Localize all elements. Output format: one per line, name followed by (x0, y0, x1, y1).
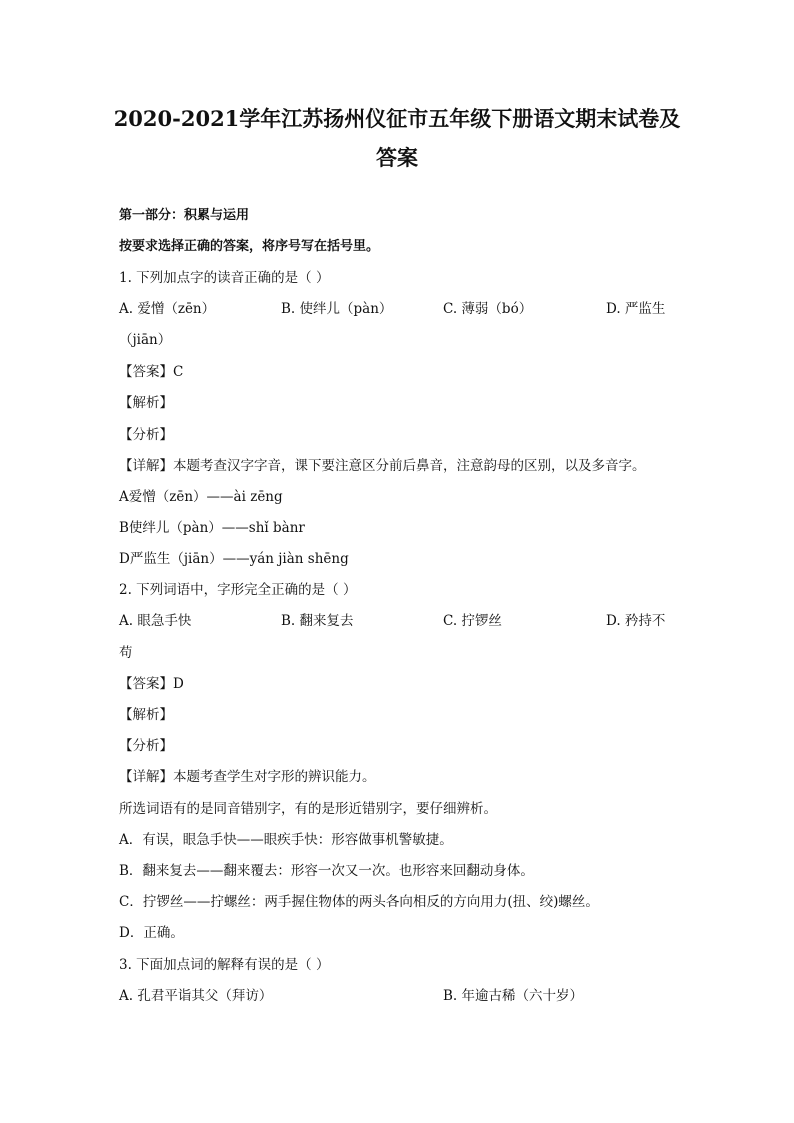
q1-breakdown-tag: 【分析】 (119, 427, 173, 443)
q2-analysis-tag: 【解析】 (119, 707, 173, 723)
q2-answer: 【答案】D (119, 676, 184, 692)
q1-option-c: C. 薄弱（bó） (443, 301, 533, 317)
document-title-line2: 答案 (376, 145, 418, 170)
section-heading: 第一部分：积累与运用 (119, 208, 250, 223)
q2-question: 2. 下列词语中，字形完全正确的是（ ） (119, 582, 357, 598)
q1-line-b: B使绊儿（pàn）——shǐ bànr (119, 520, 305, 536)
q2-option-b: B. 翻来复去 (281, 613, 354, 629)
q2-option-d-continued: 苟 (119, 645, 133, 661)
q1-option-d: D. 严监生 (606, 301, 666, 317)
q1-line-a: A爱憎（zēn）——ài zēng (119, 489, 283, 505)
q1-question: 1. 下列加点字的读音正确的是（ ） (119, 270, 330, 286)
q1-option-d-continued: （jiān） (119, 332, 172, 348)
q2-option-c: C. 拧锣丝 (443, 613, 502, 629)
q1-analysis-tag: 【解析】 (119, 395, 173, 411)
q3-option-a: A. 孔君平诣其父（拜访） (119, 988, 273, 1004)
section-instruction: 按要求选择正确的答案，将序号写在括号里。 (119, 239, 380, 254)
q1-answer: 【答案】C (119, 364, 184, 380)
q2-line-1: 所选词语有的是同音错别字，有的是形近错别字，要仔细辨析。 (119, 801, 497, 817)
q3-option-b: B. 年逾古稀（六十岁） (443, 988, 584, 1004)
document-title-line1: 2020-2021学年江苏扬州仪征市五年级下册语文期末试卷及 (113, 106, 681, 131)
q2-line-4: C．拧锣丝——拧螺丝：两手握住物体的两头各向相反的方向用力(扭、绞)螺丝。 (119, 894, 599, 910)
q2-breakdown-tag: 【分析】 (119, 738, 173, 754)
q2-option-a: A. 眼急手快 (119, 613, 192, 629)
q2-line-5: D．正确。 (119, 925, 184, 941)
q2-detail: 【详解】本题考查学生对字形的辨识能力。 (119, 769, 376, 785)
q3-question: 3. 下面加点词的解释有误的是（ ） (119, 957, 330, 973)
q1-detail: 【详解】本题考查汉字字音，课下要注意区分前后鼻音，注意韵母的区别，以及多音字。 (119, 458, 646, 474)
q1-option-b: B. 使绊儿（pàn） (281, 301, 393, 317)
q1-option-a: A. 爱憎（zēn） (119, 301, 216, 317)
q1-line-d: D严监生（jiān）——yán jiàn shēng (119, 551, 349, 567)
q2-line-3: B．翻来复去——翻来覆去：形容一次又一次。也形容来回翻动身体。 (119, 863, 534, 879)
q2-option-d: D. 矜持不 (606, 613, 666, 629)
q2-line-2: A．有误，眼急手快——眼疾手快：形容做事机警敏捷。 (119, 832, 453, 848)
